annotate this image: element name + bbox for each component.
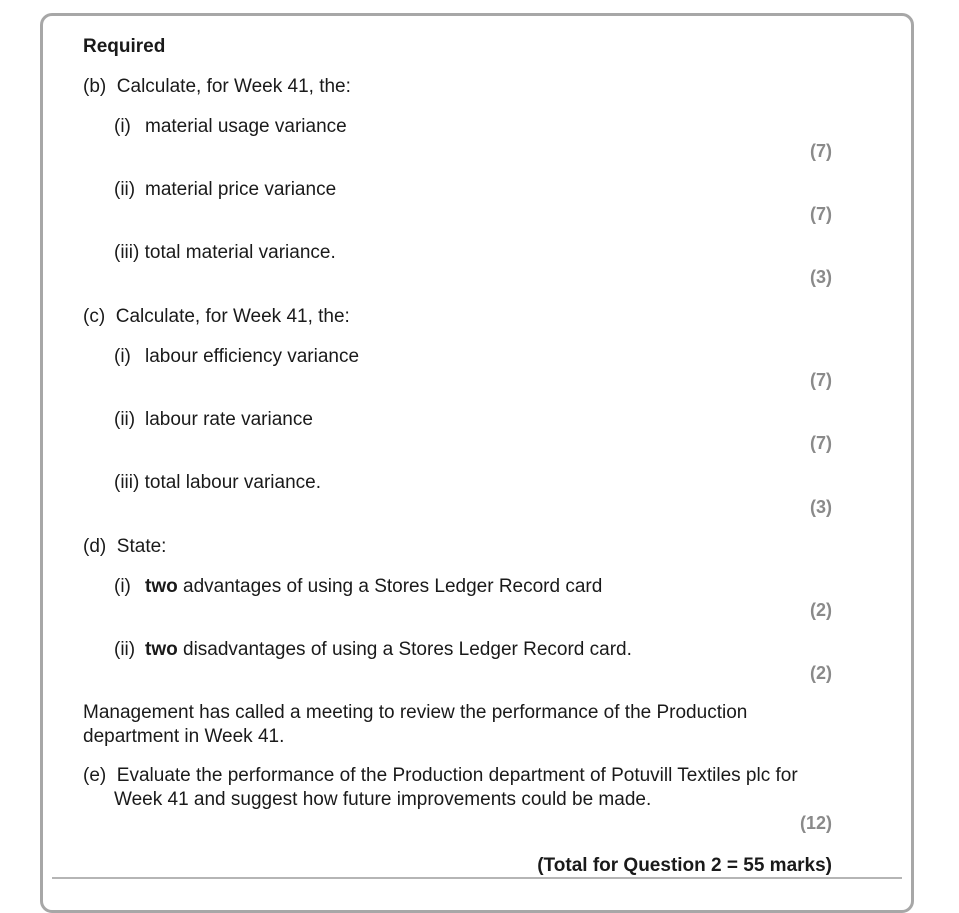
part-b-item-ii xyxy=(114,178,336,202)
part-b-text: Calculate, for Week 41, the: xyxy=(116,76,351,97)
item-text: total labour variance. xyxy=(144,472,321,493)
part-d-item-i xyxy=(114,575,602,599)
part-e-stem xyxy=(83,764,798,788)
item-number: (ii) xyxy=(114,179,136,200)
part-b-item-iii xyxy=(114,241,336,265)
item-number: (iii) xyxy=(114,242,140,263)
item-text: disadvantages of using a Stores Ledger Record card. xyxy=(183,639,632,660)
marks-b-ii: (7) xyxy=(810,204,832,224)
part-c-stem xyxy=(83,305,350,329)
part-e-line-1: Evaluate the performance of the Production department of Potuvill Textiles plc for xyxy=(116,765,798,786)
part-d-label: (d) xyxy=(83,536,107,557)
item-text: material usage variance xyxy=(145,116,347,137)
item-number: (ii) xyxy=(114,409,136,430)
marks-d-i: (2) xyxy=(810,600,832,620)
part-e-label: (e) xyxy=(83,765,107,786)
item-text: material price variance xyxy=(145,179,337,200)
item-number: (i) xyxy=(114,116,131,137)
marks-c-ii: (7) xyxy=(810,433,832,453)
part-b-label: (b) xyxy=(83,76,107,97)
marks-b-i: (7) xyxy=(810,141,832,161)
part-d-stem xyxy=(83,535,166,559)
part-e-line-2: Week 41 and suggest how future improvements could be made. xyxy=(114,789,652,810)
part-c-text: Calculate, for Week 41, the: xyxy=(115,306,350,327)
question-total: (Total for Question 2 = 55 marks) xyxy=(537,855,832,876)
item-number: (i) xyxy=(114,576,131,597)
part-d-text: State: xyxy=(116,536,167,557)
marks-c-i: (7) xyxy=(810,370,832,390)
part-b-stem xyxy=(83,75,351,99)
item-text: advantages of using a Stores Ledger Record card xyxy=(183,576,603,597)
item-text: labour efficiency variance xyxy=(145,346,360,367)
item-number: (i) xyxy=(114,346,131,367)
management-line-1: Management has called a meeting to review the performance of the Production xyxy=(83,702,748,723)
item-emphasis: two xyxy=(145,639,178,660)
marks-c-iii: (3) xyxy=(810,497,832,517)
item-text: labour rate variance xyxy=(145,409,313,430)
part-c-item-iii xyxy=(114,471,321,495)
marks-e: (12) xyxy=(799,813,832,833)
item-emphasis: two xyxy=(145,576,178,597)
marks-d-ii: (2) xyxy=(810,663,832,683)
part-c-item-ii xyxy=(114,408,313,432)
part-d-item-ii xyxy=(114,638,632,662)
item-text: total material variance. xyxy=(144,242,336,263)
marks-b-iii: (3) xyxy=(810,267,832,287)
part-c-item-i xyxy=(114,345,359,369)
item-number: (ii) xyxy=(114,639,136,660)
part-b-item-i xyxy=(114,115,347,139)
item-number: (iii) xyxy=(114,472,140,493)
required-heading: Required xyxy=(83,36,166,57)
management-line-2: department in Week 41. xyxy=(83,726,285,747)
part-c-label: (c) xyxy=(83,306,106,327)
